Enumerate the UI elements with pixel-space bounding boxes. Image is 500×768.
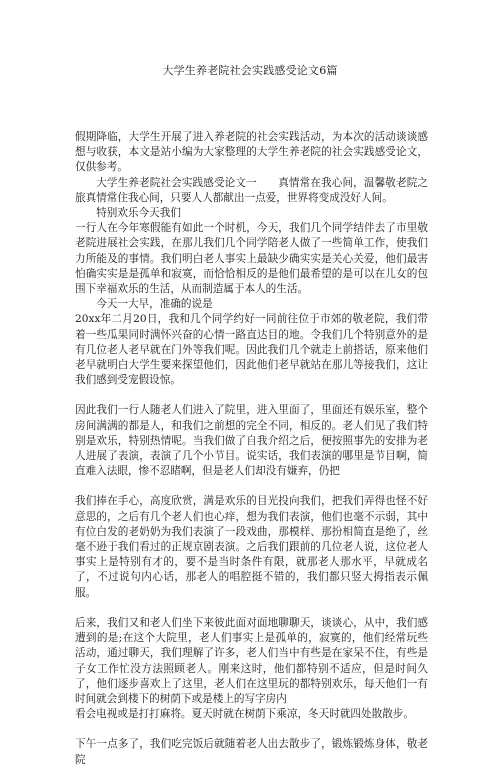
document-body — [75, 130, 428, 768]
body-paragraph: 20xx年二月20日，我和几个同学约好一同前往位于市郊的敬老院，我们带着一些瓜果同时满怀兴奋的心情一路直达目的地。令我们几个特别意外的是有几位老人老早就在门外等我们呢。因此我们几个就走上前搭话，原来他们老早就明白大学生要来探望他们，因此他们老早就站在那儿等接我们，这让我们感到受宠假设惊。 — [75, 313, 428, 387]
intro-paragraph: 假期降临，大学生开展了进入养老院的社会实践活动，为本次的活动谈谈感想与收获，本文是站小编为大家整理的大学生养老院的社会实践感受论文，仅供参考。 — [75, 131, 428, 174]
document-title: 大学生养老院社会实践感受论文6篇 — [162, 64, 338, 77]
body-paragraph: 一行人在今年寒假能有如此一个时机，今天，我们几个同学结伴去了市里敬老院进展社会实践，在那儿我们几个同学陪老人做了一些简单工作，使我们力所能及的事情。我们明白老人事实上最缺少确实实是关心关爱，他们最害怕确实实是是孤单和寂寞，而恰恰相反的是他们最希望的是可以在儿女的包围下幸福欢乐的生活，从而制造属于本人的生活。 — [75, 222, 428, 296]
body-paragraph: 看会电视或是打打麻将。夏天时就在树荫下乘凉，冬天时就四处散散步。 — [75, 708, 414, 721]
body-paragraph: 今天一大早，准确的说是 — [96, 298, 213, 311]
body-paragraph: 因此我们一行人随老人们进入了院里，进入里面了，里面还有娱乐室，整个房间满满的都是人，和我们之前想的完全不同，相反的。老人们见了我们特别是欢乐，特别热情呢。当我们做了自我介绍之后，便按照事先的安排为老人进展了表演，表演了几个小节目。说实话，我们表演的哪里是节目啊，简直难入法眼，惨不忍睹啊，但是老人们却没有嫌弃，仍把 — [75, 404, 428, 478]
body-paragraph: 我们捧在手心，高度欣赏，满是欢乐的目光投向我们，把我们弄得也怪不好意思的，之后有几个老人们也心痒，想为我们表演，他们也毫不示弱，其中有位白发的老奶奶为我们表演了一段戏曲，那模样、那扮相简直是绝了，丝毫不逊于我们看过的正规京剧表演。之后我们跟前的几位老人说，这位老人事实上是特别有才的，要不是当时条件有限，就那老人那水平，早就成名了，不过说句内心话，那老人的唱腔挺不错的，我们都只竖大拇指表示佩服。 — [75, 495, 428, 599]
section-heading-paragraph: 大学生养老院社会实践感受论文一 真情常在我心间，温馨敬老院之旅真情常住我心间，只要人人都献出一点爱，世界将变成没好人间。 — [75, 176, 428, 204]
body-paragraph: 后来，我们又和老人们坐下来彼此面对面地聊聊天，谈谈心，从中，我们感遭到的是;在这个大院里，老人们事实上是孤单的，寂寞的，他们经常玩些活动，通过聊天，我们理解了许多，老人们当中有些是在家呆不住，有些是子女工作忙没方法照顾老人。刚来这时，他们都特别不适应，但是时间久了，他们逐步喜欢上了这里，老人们在这里玩的都特别欢乐，每天他们一有时间就会到楼下的树荫下或是楼上的写字房内 — [75, 616, 428, 705]
subheading-paragraph: 特别欢乐今天我们 — [96, 207, 181, 220]
body-paragraph: 下午一点多了，我们吃完饭后就随着老人出去散步了，锻炼锻炼身体，敬老院 — [75, 738, 428, 766]
